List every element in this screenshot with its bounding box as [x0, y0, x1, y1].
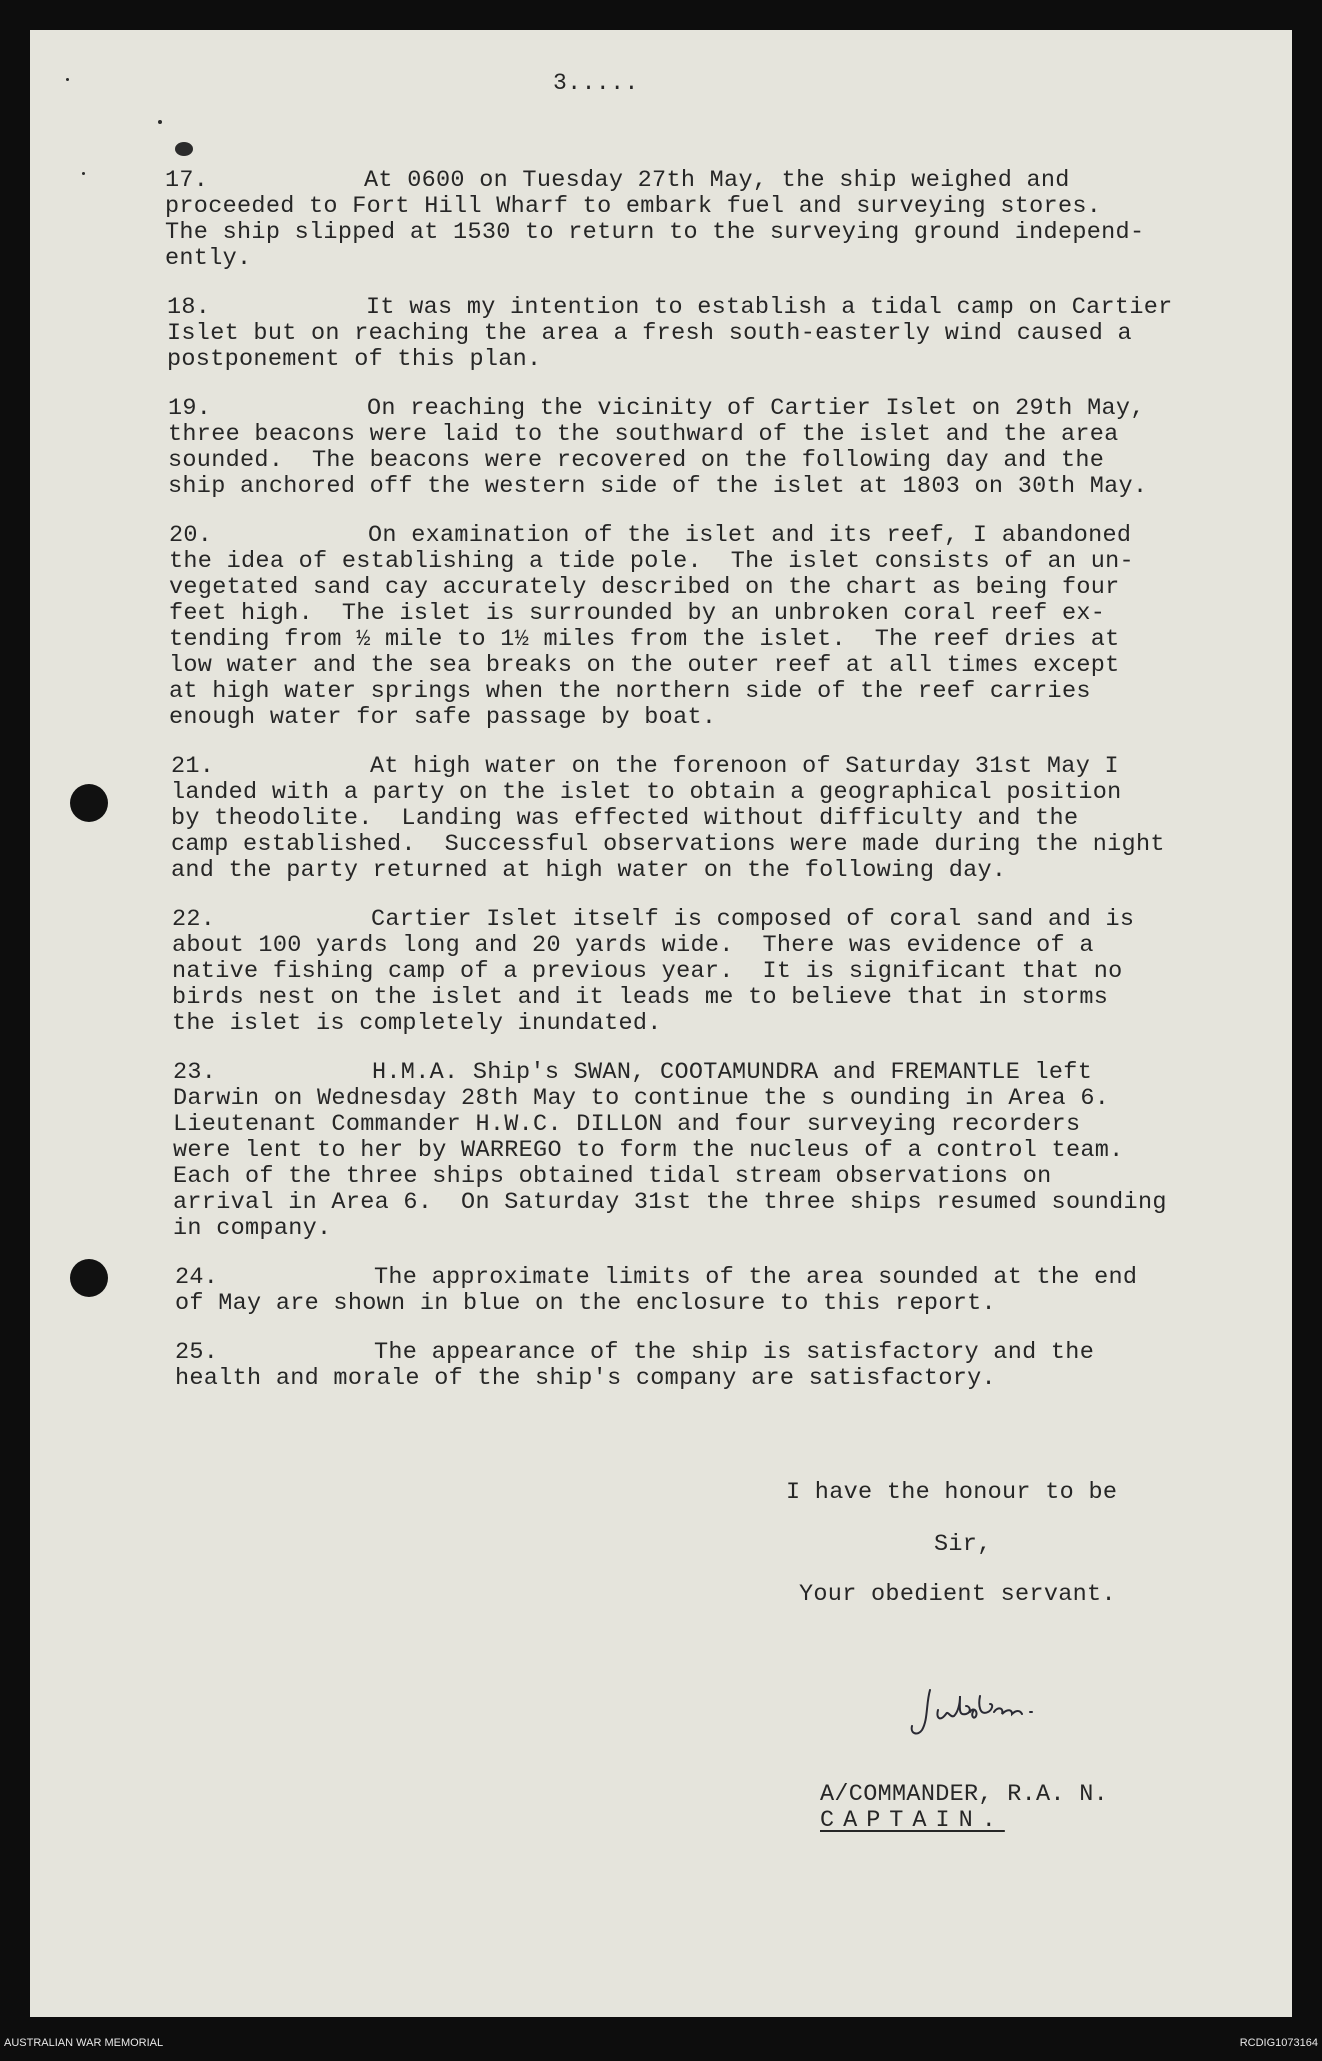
text-line: native fishing camp of a previous year. It is significant that no	[172, 958, 1123, 985]
text-line: proceeded to Fort Hill Wharf to embark fuel and surveying stores.	[165, 193, 1102, 220]
closing-line: Your obedient servant.	[799, 1581, 1116, 1608]
paragraph-22	[172, 907, 1270, 1037]
text-line: by theodolite. Landing was effected without difficulty and the	[171, 805, 1079, 832]
text-line: The approximate limits of the area sounded at the end	[374, 1264, 1138, 1291]
text-line: Each of the three ships obtained tidal stream observations on	[173, 1163, 1052, 1190]
paragraph-number: 17.	[165, 167, 209, 194]
page-number: 3.....	[553, 70, 639, 96]
text-line: health and morale of the ship's company are satisfactory.	[175, 1365, 996, 1392]
text-line: On reaching the vicinity of Cartier Islet on 29th May,	[367, 395, 1145, 422]
text-line: birds nest on the islet and it leads me to believe that in storms	[172, 984, 1109, 1011]
ink-speck	[66, 78, 69, 81]
paragraph-20	[169, 523, 1270, 731]
text-line: vegetated sand cay accurately described on the chart as being four	[169, 574, 1120, 601]
archive-name: AUSTRALIAN WAR MEMORIAL	[4, 2037, 164, 2049]
text-line: were lent to her by WARREGO to form the nucleus of a control team.	[173, 1137, 1124, 1164]
text-line: Lieutenant Commander H.W.C. DILLON and four surveying recorders	[173, 1111, 1081, 1138]
paragraph-number: 23.	[173, 1059, 217, 1086]
paragraph-number: 21.	[171, 753, 215, 780]
text-line: of May are shown in blue on the enclosure to this report.	[175, 1290, 996, 1317]
paragraph-number: 24.	[175, 1264, 219, 1291]
text-line: about 100 yards long and 20 yards wide. There was evidence of a	[172, 932, 1094, 959]
text-line: sounded. The beacons were recovered on the following day and the	[168, 447, 1105, 474]
archive-footer	[0, 2024, 1322, 2061]
paragraph-number: 19.	[168, 395, 212, 422]
document-page	[30, 30, 1292, 2017]
text-line: ship anchored off the western side of the islet at 1803 on 30th May.	[168, 473, 1148, 500]
text-line: at high water springs when the northern side of the reef carries	[169, 678, 1091, 705]
text-line: H.M.A. Ship's SWAN, COOTAMUNDRA and FREMANTLE left	[372, 1059, 1093, 1086]
paragraph-19	[168, 396, 1270, 500]
paragraph-17	[165, 168, 1270, 272]
title-line: CAPTAIN.	[820, 1807, 1005, 1834]
text-line: Cartier Islet itself is composed of coral sand and is	[371, 906, 1135, 933]
text-line: low water and the sea breaks on the outer reef at all times except	[169, 652, 1120, 679]
rank-line: A/COMMANDER, R.A. N.	[820, 1781, 1109, 1808]
closing-salutation: Sir,	[934, 1531, 992, 1558]
text-line: ently.	[165, 245, 252, 272]
text-line: The ship slipped at 1530 to return to the surveying ground independ-	[165, 219, 1145, 246]
signature-block	[820, 1782, 1108, 1834]
paragraph-21	[171, 754, 1270, 884]
closing-line: I have the honour to be	[786, 1479, 1118, 1506]
paragraph-number: 18.	[167, 294, 211, 321]
paragraph-18	[167, 295, 1270, 373]
handwritten-signature	[908, 1682, 1058, 1742]
text-line: the islet is completely inundated.	[172, 1010, 662, 1037]
text-line: Islet but on reaching the area a fresh south-easterly wind caused a	[167, 320, 1132, 347]
text-line: At 0600 on Tuesday 27th May, the ship weighed and	[364, 167, 1070, 194]
text-line: enough water for safe passage by boat.	[169, 704, 717, 731]
paragraph-25	[175, 1340, 1270, 1392]
paragraph-number: 22.	[172, 906, 216, 933]
paragraph-number: 25.	[175, 1339, 219, 1366]
text-line: The appearance of the ship is satisfactory and the	[374, 1339, 1095, 1366]
text-line: three beacons were laid to the southward of the islet and the area	[168, 421, 1119, 448]
ink-speck	[158, 120, 162, 124]
text-line: tending from ½ mile to 1½ miles from the islet. The reef dries at	[169, 626, 1120, 653]
archive-id: RCDIG1073164	[1239, 2037, 1318, 2049]
text-line: Darwin on Wednesday 28th May to continue the s ounding in Area 6.	[173, 1085, 1110, 1112]
text-line: postponement of this plan.	[167, 346, 542, 373]
text-line: On examination of the islet and its reef, I abandoned	[368, 522, 1132, 549]
text-line: the idea of establishing a tide pole. The islet consists of an un-	[169, 548, 1134, 575]
paragraph-23	[173, 1060, 1270, 1242]
paragraph-number: 20.	[169, 522, 213, 549]
ink-speck	[175, 142, 193, 156]
text-line: camp established. Successful observations were made during the night	[171, 831, 1165, 858]
punch-hole	[70, 1259, 108, 1297]
text-line: At high water on the forenoon of Saturday 31st May I	[370, 753, 1119, 780]
report-body	[165, 167, 1270, 1415]
text-line: and the party returned at high water on the following day.	[171, 857, 1007, 884]
ink-speck	[82, 172, 85, 175]
paragraph-24	[175, 1265, 1270, 1317]
text-line: It was my intention to establish a tidal camp on Cartier	[366, 294, 1173, 321]
text-line: landed with a party on the islet to obtain a geographical position	[171, 779, 1122, 806]
text-line: in company.	[173, 1215, 332, 1242]
text-line: arrival in Area 6. On Saturday 31st the three ships resumed sounding	[173, 1189, 1167, 1216]
text-line: feet high. The islet is surrounded by an unbroken coral reef ex-	[169, 600, 1106, 627]
punch-hole	[70, 784, 108, 822]
